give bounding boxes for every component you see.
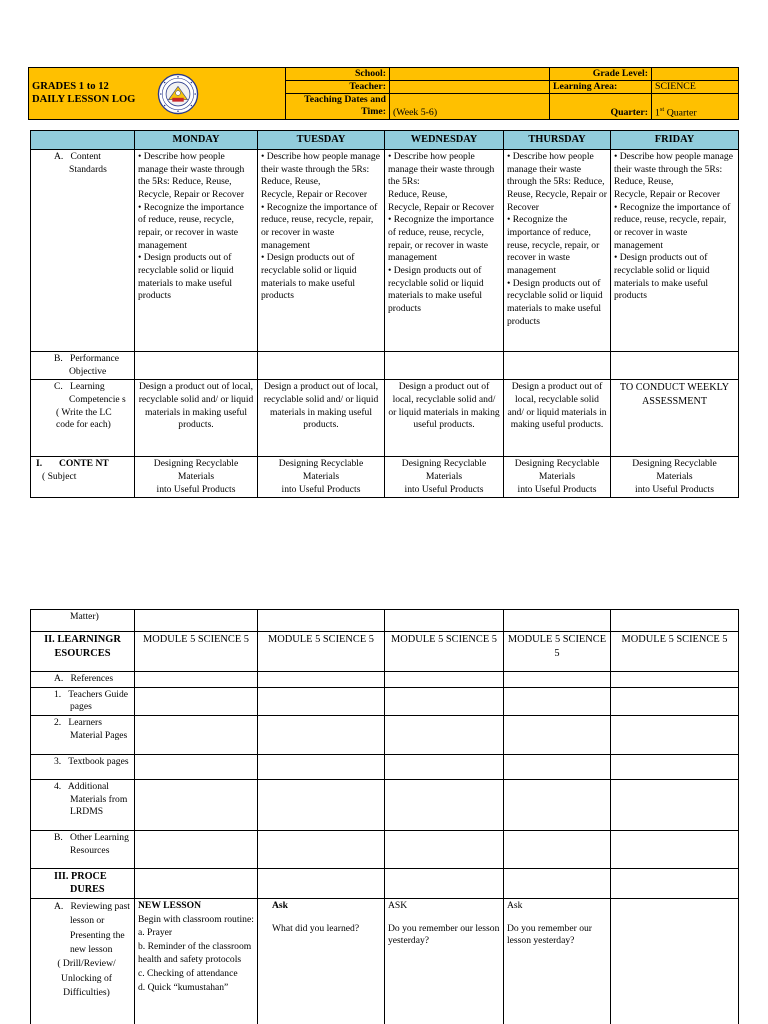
- cell-wednesday-textbook-pages[interactable]: [385, 754, 504, 779]
- wednesday-question: Do you remember our lesson yesterday?: [388, 922, 500, 947]
- cell-monday-other-resources[interactable]: [135, 830, 258, 868]
- cell-tuesday-performance-objective[interactable]: [258, 352, 385, 380]
- cell-tuesday-learning-competency[interactable]: Design a product out of local, recyclable solid and/ or liquid materials in making useful products.: [258, 380, 385, 457]
- cell-monday-learners-material[interactable]: [135, 715, 258, 754]
- cell-monday-teachers-guide[interactable]: [135, 687, 258, 715]
- teachers-guide-row: [31, 687, 739, 715]
- teaching-dates-value[interactable]: (Week 5-6): [390, 94, 550, 120]
- monday-new-lesson-title: NEW LESSON: [138, 899, 202, 911]
- cell-wednesday-procedures[interactable]: [385, 868, 504, 898]
- day-header-row: [31, 131, 739, 150]
- school-label: School:: [286, 68, 390, 81]
- row-label-content-standards: A. Content Standards: [31, 150, 135, 352]
- cell-monday-additional-materials[interactable]: [135, 779, 258, 830]
- learning-resources-row: [31, 632, 739, 672]
- row-label-textbook-pages: 3. Textbook pages: [31, 754, 135, 779]
- row-label-teachers-guide: 1. Teachers Guide pages: [31, 687, 135, 715]
- cell-friday-textbook-pages[interactable]: [611, 754, 739, 779]
- cell-thursday-content[interactable]: Designing Recyclable Materials into Useful Products: [504, 457, 611, 498]
- header-title-cell: [29, 68, 286, 120]
- teaching-dates-label: Teaching Dates and Time:: [286, 94, 390, 120]
- row-label-learners-material: 2. Learners Material Pages: [31, 715, 135, 754]
- textbook-pages-row: [31, 754, 739, 779]
- cell-tuesday-content-continued[interactable]: [258, 610, 385, 632]
- lesson-log-table-part-2: [30, 609, 739, 1024]
- cell-thursday-reviewing[interactable]: [504, 898, 611, 1024]
- cell-tuesday-procedures[interactable]: [258, 868, 385, 898]
- references-row: [31, 672, 739, 688]
- cell-monday-content-standards[interactable]: • Describe how people manage their waste through the 5Rs: Reduce, Reuse, Recycle, Repair or Recover • Recognize the importance of reduce, reuse, recycle, repair, or recover in waste management • Design products out of recyclable solid or liquid materials to make useful products: [135, 150, 258, 352]
- cell-thursday-references[interactable]: [504, 672, 611, 688]
- cell-monday-reviewing[interactable]: [135, 898, 258, 1024]
- row-label-other-learning-resources: B. Other Learning Resources: [31, 830, 135, 868]
- reviewing-lesson-row: [31, 898, 739, 1024]
- thursday-ask-title: Ask: [507, 899, 523, 911]
- other-learning-resources-row: [31, 830, 739, 868]
- cell-friday-additional-materials[interactable]: [611, 779, 739, 830]
- monday-routine-list: Begin with classroom routine: a. Prayer b. Reminder of the classroom health and safety protocols c. Checking of attendance d. Quick “kumustahan”: [138, 913, 254, 993]
- cell-friday-learners-material[interactable]: [611, 715, 739, 754]
- cell-friday-references[interactable]: [611, 672, 739, 688]
- content-row: [31, 457, 739, 498]
- day-header-wednesday: WEDNESDAY: [385, 131, 504, 150]
- cell-tuesday-learning-resources[interactable]: MODULE 5 SCIENCE 5: [258, 632, 385, 672]
- cell-thursday-teachers-guide[interactable]: [504, 687, 611, 715]
- quarter-value[interactable]: 1st Quarter: [652, 94, 739, 120]
- row-label-procedures: III. PROCE DURES: [31, 868, 135, 898]
- cell-monday-performance-objective[interactable]: [135, 352, 258, 380]
- day-header-tuesday: TUESDAY: [258, 131, 385, 150]
- deped-seal-logo: [157, 73, 199, 115]
- cell-monday-procedures[interactable]: [135, 868, 258, 898]
- cell-tuesday-content[interactable]: Designing Recyclable Materials into Useful Products: [258, 457, 385, 498]
- cell-tuesday-other-resources[interactable]: [258, 830, 385, 868]
- cell-monday-content[interactable]: Designing Recyclable Materials into Useful Products: [135, 457, 258, 498]
- cell-wednesday-content-continued[interactable]: [385, 610, 504, 632]
- cell-friday-performance-objective[interactable]: [611, 352, 739, 380]
- day-header-monday: MONDAY: [135, 131, 258, 150]
- header-blank-cell: [31, 131, 135, 150]
- cell-wednesday-other-resources[interactable]: [385, 830, 504, 868]
- cell-tuesday-references[interactable]: [258, 672, 385, 688]
- row-label-content-continued: Matter): [31, 610, 135, 632]
- learners-material-row: [31, 715, 739, 754]
- cell-friday-other-resources[interactable]: [611, 830, 739, 868]
- learning-area-value[interactable]: SCIENCE: [652, 81, 739, 94]
- additional-materials-row: [31, 779, 739, 830]
- cell-friday-reviewing[interactable]: [611, 898, 739, 1024]
- thursday-question: Do you remember our lesson yesterday?: [507, 922, 592, 947]
- cell-thursday-learning-resources[interactable]: MODULE 5 SCIENCE 5: [504, 632, 611, 672]
- cell-friday-content[interactable]: Designing Recyclable Materials into Useful Products: [611, 457, 739, 498]
- cell-thursday-additional-materials[interactable]: [504, 779, 611, 830]
- content-continued-row: [31, 610, 739, 632]
- cell-wednesday-teachers-guide[interactable]: [385, 687, 504, 715]
- row-label-performance-objective: B. Performance Objective: [31, 352, 135, 380]
- row-label-references: A. References: [31, 672, 135, 688]
- cell-thursday-textbook-pages[interactable]: [504, 754, 611, 779]
- row-label-learning-competencies: C. Learning Competencie s ( Write the LC code for each): [31, 380, 135, 457]
- cell-wednesday-content[interactable]: Designing Recyclable Materials into Useful Products: [385, 457, 504, 498]
- cell-friday-procedures[interactable]: [611, 868, 739, 898]
- cell-thursday-procedures[interactable]: [504, 868, 611, 898]
- cell-monday-learning-resources[interactable]: MODULE 5 SCIENCE 5: [135, 632, 258, 672]
- cell-friday-learning-resources[interactable]: MODULE 5 SCIENCE 5: [611, 632, 739, 672]
- cell-friday-content-standards[interactable]: • Describe how people manage their waste through the 5Rs: Reduce, Reuse, Recycle, Repair or Recover • Recognize the importance of reduce, reuse, recycle, repair, or recover in waste management • Design products out of recyclable solid or liquid materials to make useful products: [611, 150, 739, 352]
- teacher-value[interactable]: [390, 81, 550, 94]
- cell-monday-references[interactable]: [135, 672, 258, 688]
- lesson-log-table-part-1: [30, 130, 739, 498]
- cell-monday-textbook-pages[interactable]: [135, 754, 258, 779]
- content-standards-row: [31, 150, 739, 352]
- lesson-log-header: [28, 67, 739, 120]
- learning-area-label: Learning Area:: [550, 81, 652, 94]
- performance-objective-row: [31, 352, 739, 380]
- row-label-learning-resources: II. LEARNINGR ESOURCES: [31, 632, 135, 672]
- cell-friday-content-continued[interactable]: [611, 610, 739, 632]
- cell-tuesday-teachers-guide[interactable]: [258, 687, 385, 715]
- tuesday-ask-title: Ask: [272, 899, 288, 911]
- wednesday-ask-title: ASK: [388, 899, 408, 911]
- day-header-thursday: THURSDAY: [504, 131, 611, 150]
- row-label-content: I. CONTE NT ( Subject: [31, 457, 135, 498]
- cell-wednesday-performance-objective[interactable]: [385, 352, 504, 380]
- cell-thursday-learners-material[interactable]: [504, 715, 611, 754]
- cell-friday-learning-competency[interactable]: TO CONDUCT WEEKLY ASSESSMENT: [611, 380, 739, 457]
- row-label-reviewing-lesson: A. Reviewing past lesson or Presenting the new lesson ( Drill/Review/ Unlocking of Difficulties): [31, 898, 135, 1024]
- learning-competencies-row: [31, 380, 739, 457]
- teacher-label: Teacher:: [286, 81, 390, 94]
- procedures-row: [31, 868, 739, 898]
- cell-wednesday-content-standards[interactable]: • Describe how people manage their waste through the 5Rs: Reduce, Reuse, Recycle, Repair or Recover • Recognize the importance of reduce, reuse, recycle, repair, or recover in waste management • Design products out of recyclable solid or liquid materials to make useful products: [385, 150, 504, 352]
- cell-tuesday-additional-materials[interactable]: [258, 779, 385, 830]
- cell-wednesday-learning-resources[interactable]: MODULE 5 SCIENCE 5: [385, 632, 504, 672]
- cell-tuesday-textbook-pages[interactable]: [258, 754, 385, 779]
- day-header-friday: FRIDAY: [611, 131, 739, 150]
- cell-thursday-content-standards[interactable]: • Describe how people manage their waste through the 5Rs: Reduce, Reuse, Recycle, Repair or Recover • Recognize the importance of reduce, reuse, recycle, repair, or recover in waste management • Design products out of recyclable solid or liquid materials to make useful products: [504, 150, 611, 352]
- cell-thursday-content-continued[interactable]: [504, 610, 611, 632]
- cell-wednesday-learners-material[interactable]: [385, 715, 504, 754]
- cell-thursday-learning-competency[interactable]: Design a product out of local, recyclable solid and/ or liquid materials in making useful products.: [504, 380, 611, 457]
- cell-tuesday-reviewing[interactable]: [258, 898, 385, 1024]
- school-value[interactable]: [390, 68, 550, 81]
- cell-thursday-other-resources[interactable]: [504, 830, 611, 868]
- grade-level-label: Grade Level:: [550, 68, 652, 81]
- tuesday-question: What did you learned?: [272, 922, 360, 934]
- cell-tuesday-content-standards[interactable]: • Describe how people manage their waste through the 5Rs: Reduce, Reuse, Recycle, Repair or Recover • Recognize the importance of reduce, reuse, recycle, repair, or recover in waste management • Design products out of recyclable solid or liquid materials to make useful products: [258, 150, 385, 352]
- log-title: GRADES 1 to 12 DAILY LESSON LOG: [32, 81, 136, 105]
- cell-friday-teachers-guide[interactable]: [611, 687, 739, 715]
- cell-wednesday-reviewing[interactable]: [385, 898, 504, 1024]
- cell-monday-learning-competency[interactable]: Design a product out of local, recyclable solid and/ or liquid materials in making useful products.: [135, 380, 258, 457]
- cell-wednesday-references[interactable]: [385, 672, 504, 688]
- cell-wednesday-additional-materials[interactable]: [385, 779, 504, 830]
- quarter-label: Quarter:: [550, 94, 652, 120]
- cell-monday-content-continued[interactable]: [135, 610, 258, 632]
- row-label-additional-materials: 4. Additional Materials from LRDMS: [31, 779, 135, 830]
- cell-wednesday-learning-competency[interactable]: Design a product out of local, recyclable solid and/ or liquid materials in making useful products.: [385, 380, 504, 457]
- cell-thursday-performance-objective[interactable]: [504, 352, 611, 380]
- cell-tuesday-learners-material[interactable]: [258, 715, 385, 754]
- grade-level-value[interactable]: [652, 68, 739, 81]
